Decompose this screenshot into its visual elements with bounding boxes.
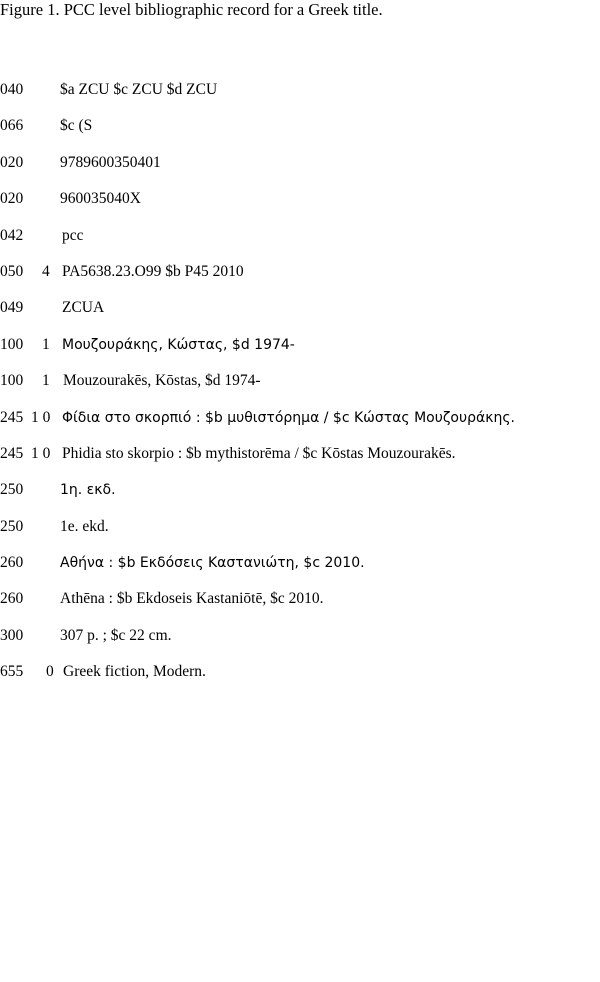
field-content: 1e. ekd. <box>60 517 109 535</box>
field-content: 9789600350401 <box>60 153 161 171</box>
marc-field-row <box>0 408 600 444</box>
field-tag: 260 <box>0 590 24 608</box>
marc-field-row <box>0 262 600 298</box>
marc-field-row <box>0 371 600 407</box>
marc-field-row <box>0 335 600 371</box>
field-tag: 655 <box>0 663 24 681</box>
field-indicators: 1 0 <box>31 408 51 426</box>
field-content: Athēna : $b Ekdoseis Kastaniōtē, $c 2010. <box>60 590 324 608</box>
marc-field-row <box>0 553 600 589</box>
marc-field-row <box>0 517 600 553</box>
field-tag: 020 <box>0 190 24 208</box>
field-content: 307 p. ; $c 22 cm. <box>60 626 172 644</box>
field-tag: 260 <box>0 554 24 572</box>
field-content: PA5638.23.O99 $b P45 2010 <box>62 262 244 280</box>
field-indicators: 1 <box>42 372 50 390</box>
field-content: Greek fiction, Modern. <box>63 663 206 681</box>
field-indicators: 1 0 <box>31 444 51 462</box>
field-tag: 245 <box>0 444 24 462</box>
marc-field-row <box>0 226 600 262</box>
field-content: Φίδια στο σκορπιό : $b μυθιστόρημα / $c Κώστας Μουζουράκης. <box>62 409 516 426</box>
field-tag: 040 <box>0 81 24 98</box>
field-tag: 066 <box>0 117 24 135</box>
marc-field-row <box>0 480 600 516</box>
field-content: $c (S <box>60 117 93 135</box>
field-content: 1η. εκδ. <box>60 482 116 499</box>
field-tag: 245 <box>0 408 24 426</box>
marc-field-row <box>0 116 600 152</box>
field-content: $a ZCU $c ZCU $d ZCU <box>60 81 218 98</box>
field-content: ZCUA <box>62 299 105 317</box>
field-tag: 042 <box>0 226 24 244</box>
field-content: Phidia sto skorpio : $b mythistorēma / $c Kōstas Mouzourakēs. <box>62 444 456 462</box>
field-tag: 020 <box>0 153 24 171</box>
field-content: pcc <box>62 226 84 244</box>
marc-field-row <box>0 626 600 662</box>
field-content: Μουζουράκης, Κώστας, $d 1974- <box>62 336 295 353</box>
field-indicators: 1 <box>42 335 50 353</box>
marc-field-row <box>0 444 600 480</box>
marc-record <box>0 80 600 699</box>
marc-field-row <box>0 189 600 225</box>
marc-field-row <box>0 80 600 116</box>
marc-field-row <box>0 298 600 334</box>
field-tag: 050 <box>0 262 24 280</box>
field-tag: 250 <box>0 517 24 535</box>
figure-caption: Figure 1. PCC level bibliographic record for a Greek title. <box>0 0 383 19</box>
field-tag: 100 <box>0 335 24 353</box>
field-tag: 250 <box>0 481 24 499</box>
field-tag: 100 <box>0 372 24 390</box>
field-tag: 049 <box>0 299 24 317</box>
field-indicators: 4 <box>42 262 50 280</box>
marc-field-row <box>0 153 600 189</box>
field-content: 960035040X <box>60 190 141 208</box>
field-tag: 300 <box>0 626 24 644</box>
field-indicators: 0 <box>46 663 54 681</box>
field-content: Mouzourakēs, Kōstas, $d 1974- <box>63 372 261 390</box>
field-content: Αθήνα : $b Εκδόσεις Καστανιώτη, $c 2010. <box>60 555 365 572</box>
marc-field-row <box>0 589 600 625</box>
marc-field-row <box>0 662 600 698</box>
